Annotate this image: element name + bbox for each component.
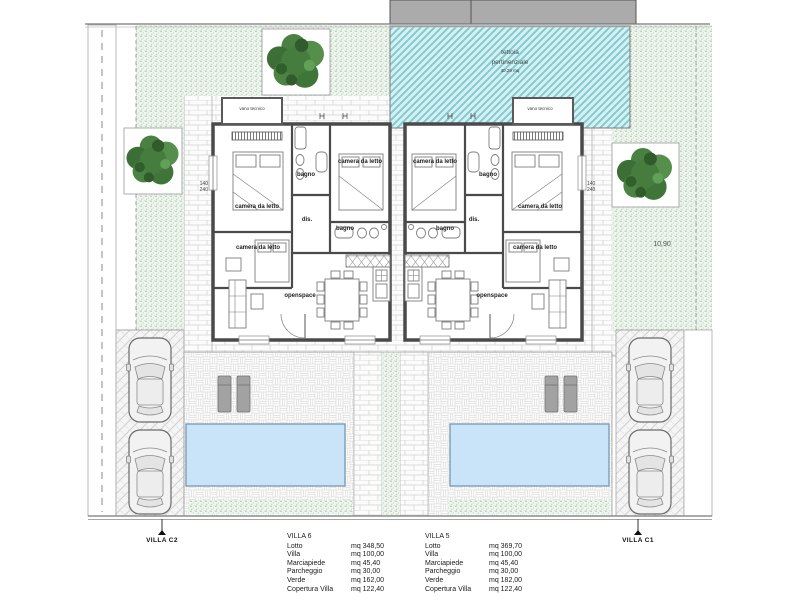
row-label: Villa [425,551,439,559]
canopy-line2: pertinenziale [491,58,529,66]
room-label-living-left: openspace [284,293,316,299]
room-label-vano-tecnico-right: vano tecnico [527,106,553,111]
row-label: Verde [287,576,306,584]
row-label: Parcheggio [287,568,323,576]
row-value: mq 100,00 [351,551,385,559]
table-row [425,586,549,595]
room-label-bathroom-mid-left: bagno [336,226,354,232]
row-label: Marciapiede [287,559,326,567]
area-table-villa5-title: VILLA 5 [425,533,450,540]
row-label: Copertura Villa [425,585,472,593]
room-label-bedroom-center-left: camera da letto [337,159,383,165]
room-label-hallway-left: dis. [301,217,313,223]
room-label-bathroom-north-right: bagno [479,172,497,178]
car-icon [127,430,174,514]
lounger [545,376,558,412]
room-label-bedroom-west-right: camera da letto [517,204,563,210]
room-label-bedroom-west-left: camera da letto [234,204,280,210]
row-label: Parcheggio [425,568,461,576]
area-table-villa6-title: VILLA 6 [287,533,312,540]
canopy-area-value: 40,29 mq [500,67,520,73]
table-row [425,560,549,569]
table-row [287,551,411,560]
row-value: mq 162,00 [351,576,385,584]
room-label-living-right: openspace [476,293,508,299]
dim-right-offset: 10,90 [653,241,671,248]
green-strip-right [448,500,610,514]
row-label: Copertura Villa [287,585,334,593]
bed-dim-length: 240 [587,187,596,193]
lounger [564,376,577,412]
entry-marker-right: VILLA C1 [622,537,654,544]
pool-left [186,424,345,486]
row-value: mq 122,40 [351,585,385,593]
bed-dim-width: 140 [199,181,208,187]
row-value: mq 45,40 [489,559,519,567]
row-label: Villa [287,551,301,559]
table-row [287,577,411,586]
bed-dim-right [587,181,603,193]
row-value: mq 100,00 [489,551,523,559]
row-label: Marciapiede [425,559,464,567]
row-value: mq 369,70 [489,542,523,550]
bed-dim-length: 240 [199,187,208,193]
lounger [237,376,250,412]
table-row [425,568,549,577]
entry-arrow-left [158,530,166,535]
table-row [287,586,411,595]
row-value: mq 30,00 [489,568,519,576]
row-value: mq 45,40 [351,559,381,567]
path-center-left [354,352,382,516]
bed-dim-left [192,181,208,193]
room-label-bedroom-mid-right: camera da letto [512,245,558,251]
lounger [218,376,231,412]
row-value: mq 122,40 [489,585,523,593]
area-table-villa5 [425,533,549,594]
room-label-bedroom-mid-left: camera da letto [235,245,281,251]
adjacent-building [390,0,636,24]
row-value: mq 30,00 [351,568,381,576]
table-row [425,551,549,560]
room-label-bedroom-center-right: camera da letto [412,159,458,165]
entry-marker-left: VILLA C2 [146,537,178,544]
row-label: Lotto [425,542,441,550]
villa-right-floorplan [405,98,586,344]
table-row [287,560,411,569]
room-label-hallway-right: dis. [468,217,480,223]
row-label: Lotto [287,542,303,550]
green-strip-left [188,500,352,514]
car-icon [127,338,174,422]
car-icon [627,338,674,422]
canopy-line1: tettoia [501,49,519,56]
room-label-bathroom-mid-right: bagno [436,226,454,232]
lawn-top-right [630,25,712,128]
table-row [425,577,549,586]
row-label: Verde [425,576,444,584]
canopy-area [390,26,630,128]
entry-arrow-right [634,530,642,535]
green-center-strip [382,352,400,516]
table-row [425,543,549,552]
room-label-vano-tecnico-left: vano tecnico [239,106,265,111]
area-table-villa6 [287,533,411,594]
room-label-bathroom-north-left: bagno [297,172,315,178]
canopy-label [450,48,570,74]
pool-right [450,424,609,486]
table-row [287,543,411,552]
path-center-right [400,352,428,516]
bed-dim-width: 140 [587,181,596,187]
row-value: mq 348,50 [351,542,385,550]
road-right [684,330,712,516]
row-value: mq 182,00 [489,576,523,584]
car-icon [627,430,674,514]
table-row [287,568,411,577]
